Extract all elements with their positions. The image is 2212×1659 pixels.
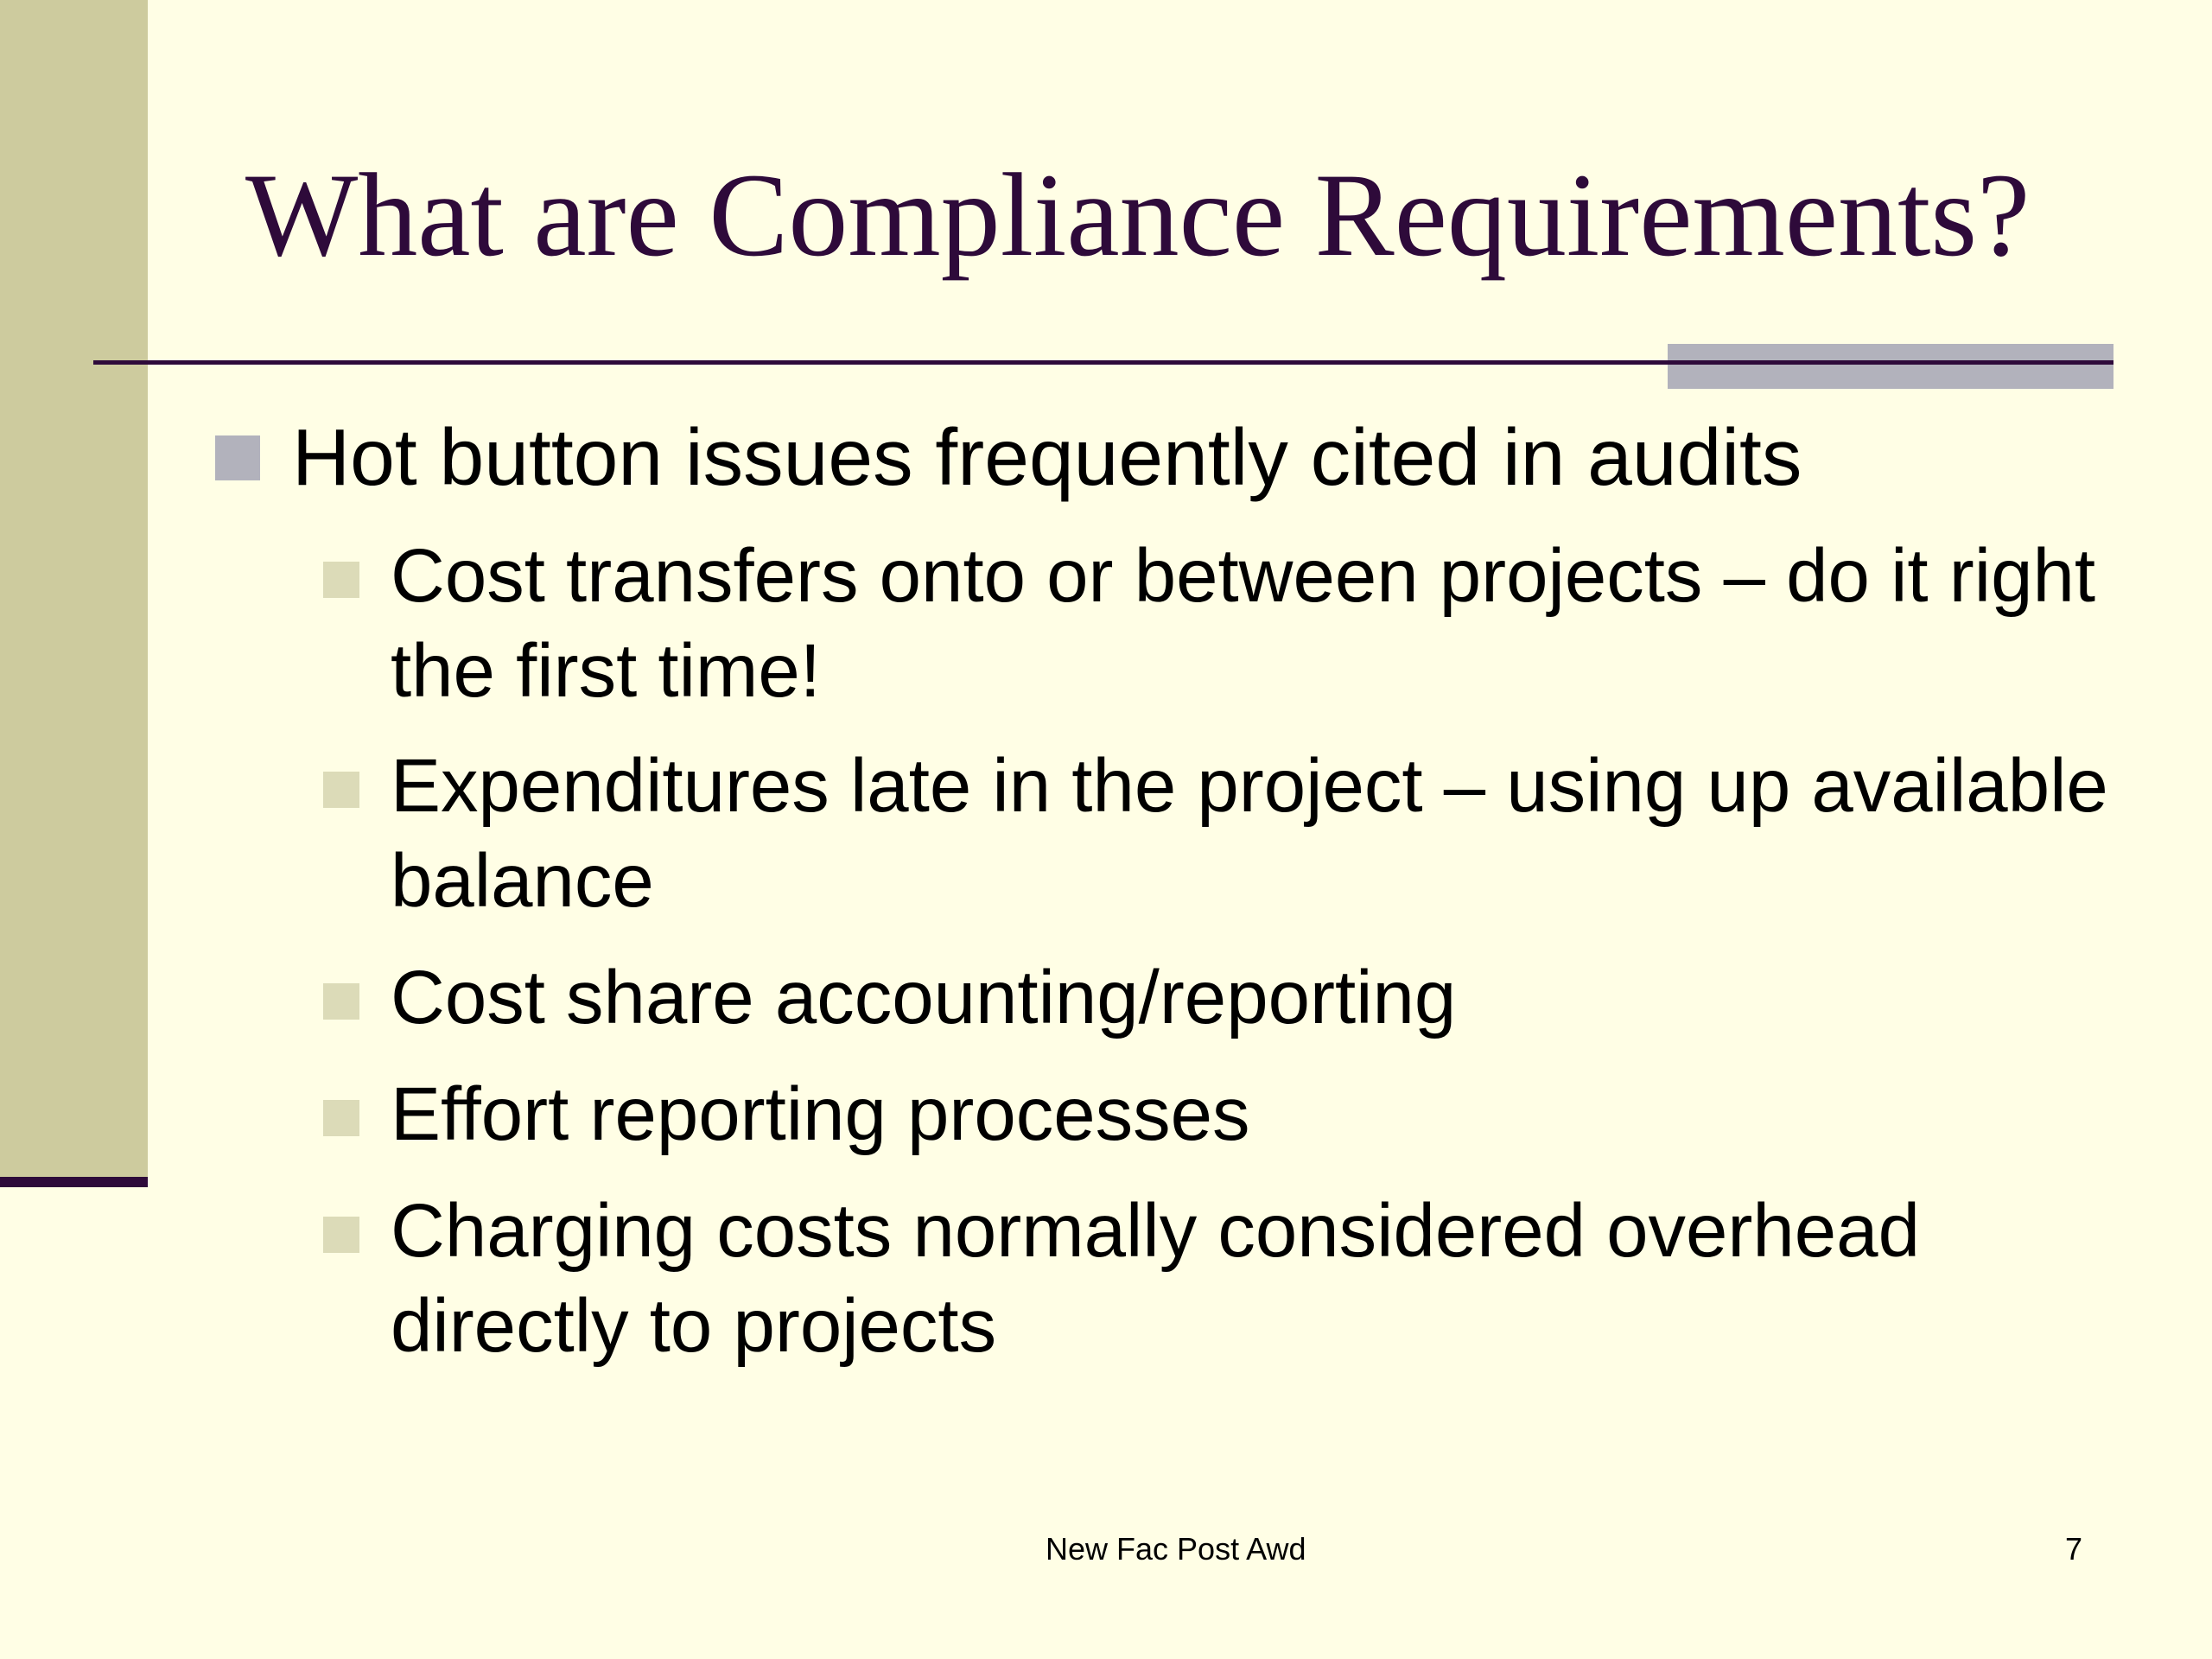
- sub-bullet-text: Charging costs normally considered overhead directly to projects: [391, 1189, 1920, 1368]
- square-bullet-icon: [323, 1100, 359, 1136]
- sub-bullet-item: [391, 529, 2110, 719]
- square-bullet-icon: [323, 562, 359, 598]
- square-bullet-icon: [323, 1217, 359, 1253]
- bullet-item-level1: [292, 406, 2089, 508]
- slide-title: What are Compliance Requirements?: [245, 149, 2031, 281]
- sub-bullet-text: Effort reporting processes: [391, 1072, 1250, 1156]
- sub-bullet-item: [391, 1184, 2110, 1374]
- page-number: 7: [2065, 1531, 2083, 1567]
- sub-bullet-text: Cost share accounting/reporting: [391, 956, 1457, 1039]
- square-bullet-icon: [215, 435, 260, 480]
- square-bullet-icon: [323, 983, 359, 1020]
- sub-bullet-item: [391, 950, 2110, 1046]
- sub-bullet-item: [391, 739, 2110, 929]
- sub-bullet-item: [391, 1067, 2110, 1162]
- sub-bullet-text: Expenditures late in the project – using up available balance: [391, 744, 2108, 923]
- sub-bullet-text: Cost transfers onto or between projects – do it right the first time!: [391, 534, 2096, 713]
- square-bullet-icon: [323, 772, 359, 808]
- slide-footer: New Fac Post Awd: [1046, 1531, 1306, 1567]
- bullet-text: Hot button issues frequently cited in audits: [292, 412, 1802, 502]
